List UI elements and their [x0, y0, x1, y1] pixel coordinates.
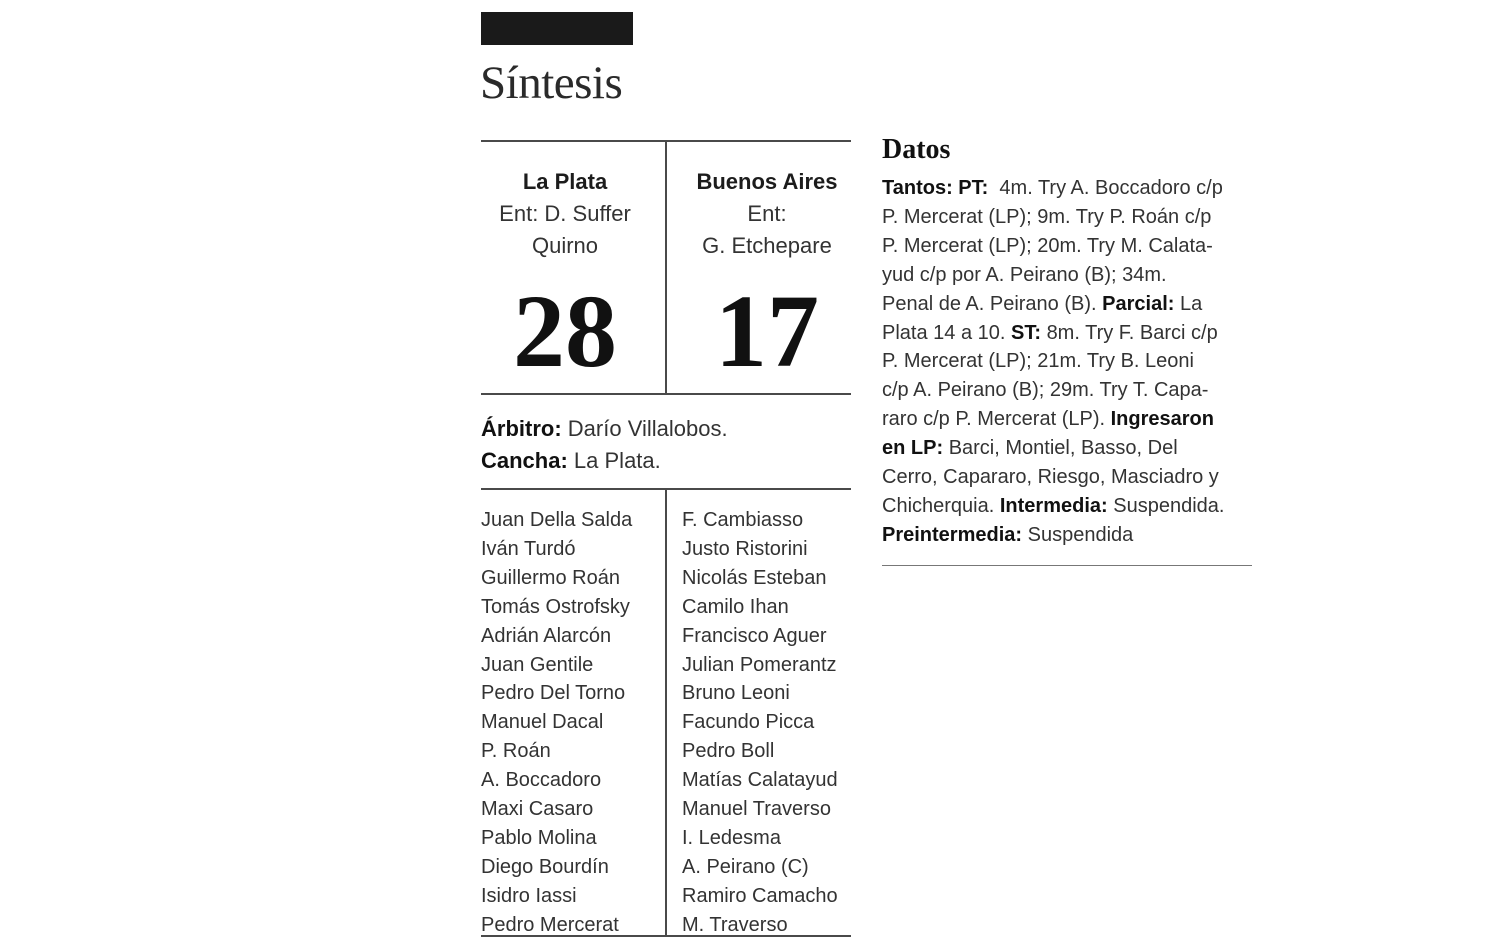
- ingresaron-label: Ingresaron: [1110, 408, 1214, 431]
- intermedia-label: Intermedia:: [999, 494, 1108, 517]
- venue-value: La Plata.: [573, 448, 661, 473]
- list-item: Adrián Alarcón: [481, 624, 612, 647]
- list-item: Camilo Ihan: [682, 595, 789, 618]
- home-team-name: La Plata: [522, 169, 608, 194]
- datos-line: c/p A. Peirano (B); 29m. Try T. Capa-: [882, 379, 1209, 402]
- home-team-block: [481, 166, 649, 262]
- datos-line: [882, 434, 1224, 463]
- away-coach-line1: Ent:: [747, 201, 787, 226]
- divider-datos-bottom: [882, 565, 1252, 566]
- home-roster: [481, 506, 632, 940]
- tantos-label: Tantos: PT:: [882, 177, 989, 199]
- divider-rosters: [665, 488, 667, 936]
- section-marker-bar: [481, 12, 633, 45]
- list-item: Justo Ristorini: [682, 537, 808, 560]
- datos-text: Suspendida.: [1113, 494, 1225, 517]
- away-team-block: [667, 166, 867, 262]
- datos-line: [882, 405, 1224, 434]
- list-item: Diego Bourdín: [481, 855, 609, 878]
- datos-text: Barci, Montiel, Basso, Del: [948, 437, 1178, 460]
- datos-text: Plata 14 a 10.: [882, 321, 1006, 344]
- list-item: M. Traverso: [682, 913, 788, 936]
- datos-text: 8m. Try F. Barci c/p: [1046, 321, 1218, 344]
- home-coach-line2: Quirno: [531, 233, 599, 258]
- datos-heading: Datos: [882, 134, 951, 165]
- home-score: 28: [513, 274, 617, 389]
- list-item: P. Roán: [481, 740, 551, 763]
- datos-line: [882, 319, 1224, 348]
- list-item: Manuel Dacal: [481, 711, 604, 734]
- list-item: Pablo Molina: [481, 826, 597, 849]
- list-item: A. Peirano (C): [682, 855, 809, 878]
- datos-line: P. Mercerat (LP); 9m. Try P. Roán c/p: [882, 205, 1212, 228]
- datos-line: [882, 492, 1224, 521]
- datos-text: raro c/p P. Mercerat (LP).: [882, 408, 1106, 431]
- ingresaron-label-2: en LP:: [882, 437, 944, 460]
- venue-line: [481, 448, 661, 474]
- datos-line: [882, 174, 1224, 203]
- away-score: 17: [715, 274, 819, 389]
- referee-value: Darío Villalobos.: [567, 416, 728, 441]
- page-title: Síntesis: [480, 57, 623, 109]
- datos-line: [882, 290, 1224, 319]
- home-coach-line1: Ent: D. Suffer: [499, 201, 631, 226]
- datos-line: P. Mercerat (LP); 21m. Try B. Leoni: [882, 350, 1194, 373]
- list-item: Julian Pomerantz: [682, 653, 837, 676]
- datos-text: Suspendida: [1027, 523, 1134, 546]
- away-team-name: Buenos Aires: [696, 169, 838, 194]
- list-item: Maxi Casaro: [481, 798, 594, 821]
- list-item: Pedro Del Torno: [481, 682, 626, 705]
- list-item: Pedro Mercerat: [481, 913, 619, 936]
- list-item: Nicolás Esteban: [682, 566, 827, 589]
- datos-line: Cerro, Capararo, Riesgo, Masciadro y: [882, 466, 1219, 489]
- list-item: Juan Della Salda: [481, 509, 633, 531]
- list-item: Francisco Aguer: [682, 624, 827, 647]
- list-item: Isidro Iassi: [481, 884, 577, 907]
- referee-line: [481, 416, 728, 442]
- datos-text: La: [1179, 292, 1203, 315]
- list-item: I. Ledesma: [682, 826, 781, 849]
- datos-text: Penal de A. Peirano (B).: [882, 292, 1097, 315]
- list-item: Ramiro Camacho: [682, 884, 838, 907]
- list-item: Matías Calatayud: [682, 769, 838, 792]
- parcial-label: Parcial:: [1102, 292, 1175, 315]
- datos-line: [882, 521, 1224, 550]
- preintermedia-label: Preintermedia:: [882, 523, 1023, 546]
- st-label: ST:: [1011, 321, 1041, 344]
- list-item: Tomás Ostrofsky: [481, 595, 630, 618]
- list-item: Iván Turdó: [481, 537, 576, 560]
- datos-line: P. Mercerat (LP); 20m. Try M. Calata-: [882, 234, 1213, 257]
- list-item: Juan Gentile: [481, 653, 594, 676]
- list-item: Bruno Leoni: [682, 682, 790, 705]
- referee-label: Árbitro:: [481, 416, 562, 441]
- list-item: Facundo Picca: [682, 711, 815, 734]
- datos-body: [882, 174, 1224, 550]
- datos-text: 4m. Try A. Boccadoro c/p: [999, 177, 1223, 199]
- list-item: F. Cambiasso: [682, 509, 804, 531]
- away-coach-line2: G. Etchepare: [702, 233, 832, 258]
- datos-text: Chicherquia.: [882, 494, 995, 517]
- divider-score-bottom: [481, 393, 851, 395]
- list-item: Pedro Boll: [682, 740, 775, 763]
- away-roster: [682, 506, 838, 940]
- list-item: A. Boccadoro: [481, 769, 602, 792]
- datos-line: yud c/p por A. Peirano (B); 34m.: [882, 263, 1167, 286]
- list-item: Guillermo Roán: [481, 566, 620, 589]
- list-item: Manuel Traverso: [682, 798, 831, 821]
- venue-label: Cancha:: [481, 448, 568, 473]
